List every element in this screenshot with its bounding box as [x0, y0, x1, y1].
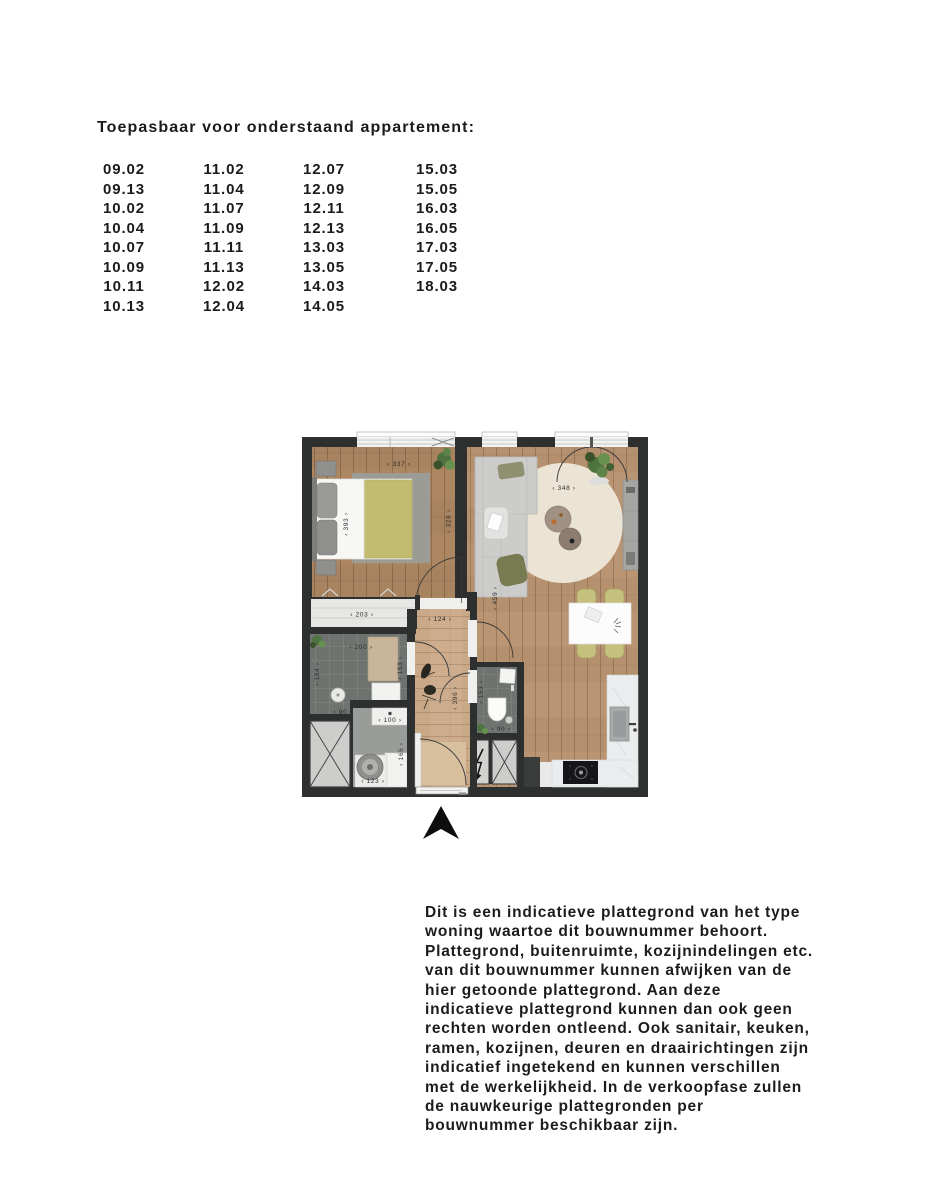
- apartment-number: 16.03: [415, 200, 459, 217]
- pillow: [317, 483, 337, 518]
- dimension-label: ‹ 200 ›: [349, 644, 373, 651]
- nightstand: [316, 461, 336, 476]
- apartment-number: 12.07: [302, 161, 346, 178]
- entrance-mat: [421, 742, 466, 785]
- apartment-number: 11.02: [203, 161, 245, 178]
- apartment-number: 11.04: [203, 180, 245, 198]
- apartment-column: [274, 160, 374, 316]
- bathroom-door-threshold: [407, 642, 415, 675]
- toilet: [488, 698, 506, 721]
- apartment-number: 17.03: [415, 239, 459, 256]
- dimension-label: ‹ 165 ›: [398, 742, 405, 766]
- disclaimer-line: indicatieve plattegrond kunnen dan ook geen: [425, 1001, 793, 1019]
- living-door-threshold: [468, 620, 477, 657]
- apartment-number: 13.03: [302, 239, 346, 256]
- apartment-number: 10.02: [102, 200, 146, 217]
- disclaimer-line: rechten worden ontleend. Ook sanitair, keuken,: [425, 1020, 810, 1038]
- apartment-number: 12.13: [302, 219, 346, 237]
- bedroom-door-threshold: [420, 598, 467, 609]
- disclaimer-line: indicatief ingetekend en kunnen verschillen: [425, 1059, 781, 1077]
- apartment-number: 12.09: [302, 180, 346, 198]
- dimension-label: ‹ 459 ›: [492, 586, 499, 610]
- disclaimer-line: van dit bouwnummer kunnen afwijken van de: [425, 962, 792, 980]
- apartment-number: 15.05: [415, 180, 459, 198]
- shaft: [492, 740, 517, 784]
- page-title: Toepasbaar voor onderstaand appartement:: [97, 119, 475, 136]
- north-arrow-icon: [423, 806, 459, 840]
- dimension-label: ‹ 393 ›: [343, 512, 350, 536]
- apartment-column: [374, 160, 500, 316]
- apartment-number: 14.05: [302, 297, 346, 315]
- living-window: [482, 437, 517, 447]
- disclaimer-line: woning waartoe dit bouwnummer behoort.: [425, 923, 768, 941]
- dimension-label: ‹ 396 ›: [452, 686, 459, 710]
- shower-tray: [372, 683, 400, 701]
- disclaimer-line: bouwnummer beschikbaar zijn.: [425, 1117, 679, 1135]
- shaft: [310, 721, 350, 787]
- apartment-number: 13.05: [302, 258, 346, 276]
- bedroom-window: [357, 437, 455, 447]
- duvet: [364, 480, 412, 558]
- apartment-number-grid: [74, 160, 500, 316]
- disclaimer-line: Plattegrond, buitenruimte, kozijnindelingen etc.: [425, 942, 814, 960]
- dimension-label: ‹ 90 ›: [491, 726, 511, 733]
- dimension-label: ‹ 100 ›: [378, 717, 402, 724]
- floor-plan-drawing: [302, 429, 648, 797]
- disclaimer-line: met de werkelijkheid. In de verkoopfase zullen: [425, 1078, 803, 1096]
- dimension-label: ‹ 328 ›: [445, 509, 453, 533]
- nightstand: [316, 560, 336, 575]
- sideboard: [623, 480, 638, 570]
- apartment-number: 10.13: [102, 297, 146, 315]
- apartment-number: 11.07: [203, 200, 245, 217]
- apartment-number: 18.03: [415, 278, 459, 295]
- light-point: [388, 712, 391, 715]
- faucet: [629, 723, 636, 725]
- apartment-column: [174, 160, 274, 316]
- dimension-label: ‹ 203 ›: [350, 611, 374, 619]
- disclaimer-text: [425, 903, 925, 1136]
- toilet-door-threshold: [468, 670, 477, 703]
- apartment-number: 10.11: [103, 278, 145, 295]
- apartment-number: 11.13: [203, 258, 245, 276]
- disclaimer-line: Dit is een indicatieve plattegrond van het type: [425, 904, 801, 921]
- apartment-number: 17.05: [415, 258, 459, 276]
- apartment-number: 09.13: [102, 180, 146, 198]
- apartment-number: 15.03: [415, 161, 459, 178]
- apartment-number: 11.09: [203, 219, 245, 237]
- apartment-number: 10.09: [102, 258, 146, 276]
- bin: [506, 717, 513, 724]
- apartment-number: 11.11: [203, 239, 245, 256]
- floor-plan: [302, 429, 648, 797]
- disclaimer-line: hier getoonde plattegrond. Aan deze: [425, 981, 722, 999]
- disclaimer-line: de nauwkeurige plattegronden per: [425, 1098, 704, 1116]
- apartment-number: 14.03: [302, 278, 346, 295]
- dimension-label: ‹ 90 ›: [333, 709, 353, 716]
- dimension-label: ‹ 123 ›: [361, 778, 385, 785]
- dimension-label: ‹ 348 ›: [552, 485, 576, 492]
- washbasin: [500, 669, 516, 684]
- disclaimer-line: ramen, kozijnen, deuren en draairichtingen zijn: [425, 1039, 809, 1057]
- apartment-column: [74, 160, 174, 316]
- apartment-number: 12.02: [202, 278, 246, 295]
- apartment-number: 16.05: [415, 219, 459, 237]
- dimension-label: ‹ 153 ›: [478, 680, 485, 704]
- dimension-label: ‹ 184 ›: [314, 662, 321, 686]
- apartment-number: 10.07: [102, 239, 146, 256]
- apartment-number: 09.02: [102, 161, 146, 178]
- apartment-number: 10.04: [102, 219, 146, 237]
- apartment-number: 12.04: [202, 297, 246, 315]
- apartment-number: 12.11: [303, 200, 345, 217]
- front-door-leaf: [415, 733, 421, 787]
- dimension-label: ‹ 124 ›: [428, 616, 452, 623]
- pillow: [317, 520, 337, 555]
- dimension-label: ‹ 153 ›: [397, 656, 404, 680]
- dimension-label: ‹ 337 ›: [387, 461, 411, 468]
